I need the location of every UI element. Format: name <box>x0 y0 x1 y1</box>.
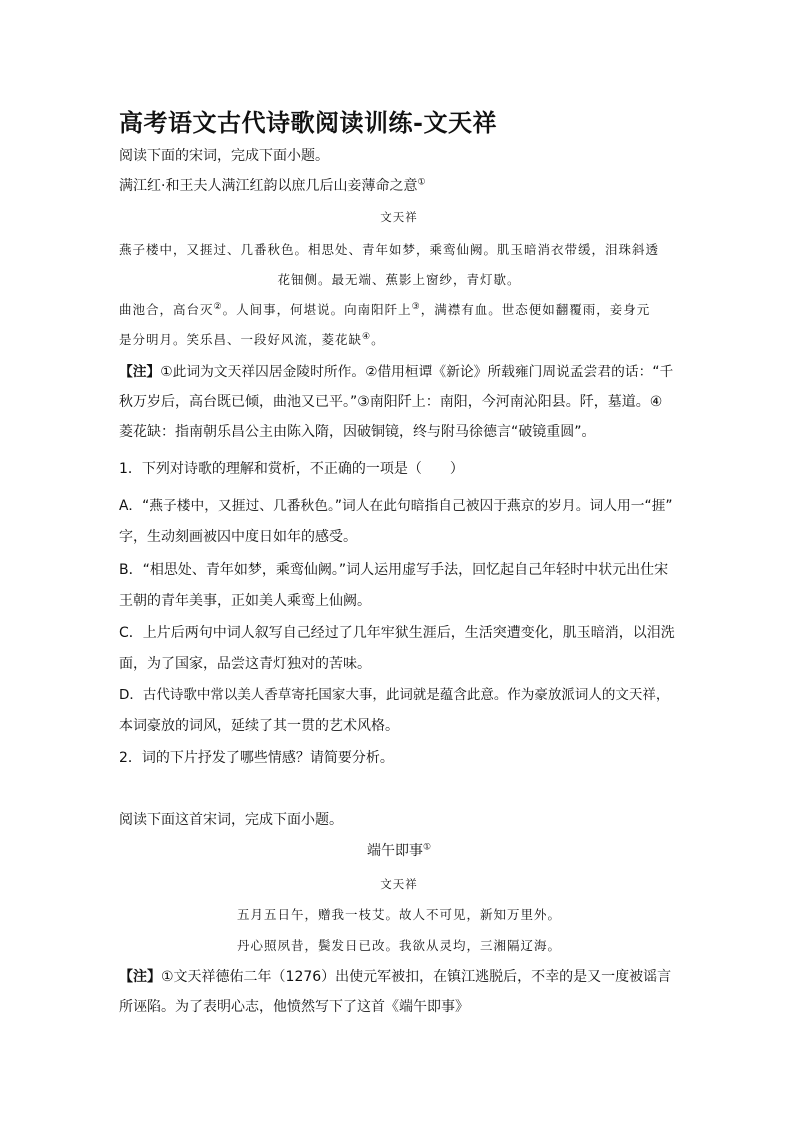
note-line: 菱花缺：指南朝乐昌公主由陈入隋，因破铜镜，终与附马徐德言“破镜重圆”。 <box>119 424 596 440</box>
option-a-line: 字，生动刻画被囚中度日如年的感受。 <box>119 529 357 545</box>
poem-line: 燕子楼中，又捱过、几番秋色。相思处、青年如梦，乘鸾仙阙。肌玉暗消衣带缓，泪珠斜透 <box>119 242 660 257</box>
poem-fragment: ，满襟有血。世态便如翻覆雨，妾身元 <box>420 302 651 317</box>
note-line: 秋万岁后，高台既已倾，曲池又已平。”③南阳阡上：南阳，今河南沁阳县。阡，墓道。④ <box>119 394 663 410</box>
poem-author-1: 文天祥 <box>380 210 418 224</box>
poem-title-text: 满江红·和王夫人满江红韵以庶几后山妾薄命之意 <box>119 178 418 194</box>
option-b-line: 王朝的青年美事，正如美人乘鸾上仙阙。 <box>119 593 371 609</box>
note-text: ①文天祥德佑二年（1276）出使元军被扣，在镇江逃脱后，不幸的是又一度被谣言 <box>161 969 672 985</box>
poem-line <box>119 300 650 320</box>
note-line <box>119 362 673 382</box>
option-a-line: A．“燕子楼中，又捱过、几番秋色。”词人在此句暗指自己被囚于燕京的岁月。词人用一“捱” <box>119 498 673 514</box>
note-label: 【注】 <box>119 969 161 985</box>
option-b-line: B．“相思处、青年如梦，乘鸾仙阙。”词人运用虚写手法，回忆起自己年轻时中状元出仕宋 <box>119 562 669 578</box>
question-2: 2．词的下片抒发了哪些情感？请简要分析。 <box>119 750 394 766</box>
poem-fragment: 。人间事，何堪说。向南阳阡上 <box>222 302 412 317</box>
poem-title-1 <box>119 176 426 196</box>
poem-line <box>119 330 385 350</box>
option-d-line: 本词豪放的词风，延续了其一贯的艺术风格。 <box>119 718 399 734</box>
note-text: ①此词为文天祥囚居金陵时所作。②借用桓谭《新论》所载雍门周说孟尝君的话：“千 <box>160 364 674 380</box>
poem-line: 五月五日午，赠我一枝艾。故人不可见，新知万里外。 <box>236 907 561 922</box>
note-marker: ① <box>422 842 432 853</box>
note-marker: ③ <box>411 301 421 312</box>
poem-fragment: 。 <box>371 332 385 347</box>
poem-author-2: 文天祥 <box>380 877 418 891</box>
page-title: 高考语文古代诗歌阅读训练-文天祥 <box>119 108 497 137</box>
note-line: 所诬陷。为了表明心志，他愤然写下了这首《端午即事》 <box>119 999 469 1015</box>
note-label: 【注】 <box>119 364 161 380</box>
poem-fragment: 曲池合，高台灭 <box>119 302 214 317</box>
note-marker: ① <box>417 177 426 188</box>
note-marker: ④ <box>362 331 372 342</box>
option-c-line: 面，为了国家，品尝这青灯独对的苦味。 <box>119 656 371 672</box>
poem-fragment: 是分明月。笑乐昌、一段好风流，菱花缺 <box>119 332 363 347</box>
note-marker: ② <box>213 301 223 312</box>
question-1: 1．下列对诗歌的理解和赏析，不正确的一项是（ ） <box>119 461 464 477</box>
instruction-1: 阅读下面的宋词，完成下面小题。 <box>119 148 329 164</box>
poem-line: 丹心照夙昔，鬓发日已改。我欲从灵均，三湘隔辽海。 <box>236 938 561 953</box>
option-c-line: C．上片后两句中词人叙写自己经过了几年牢狱生涯后，生活突遭变化，肌玉暗消，以泪洗 <box>119 625 675 641</box>
option-d-line: D．古代诗歌中常以美人香草寄托国家大事，此词就是蕴含此意。作为豪放派词人的文天祥， <box>119 687 670 703</box>
poem-title-2 <box>119 841 679 861</box>
poem-title-text: 端午即事 <box>366 843 423 859</box>
note-line <box>119 967 671 987</box>
poem-line: 花钿侧。最无端、蕉影上窗纱，青灯歇。 <box>277 272 521 287</box>
instruction-2: 阅读下面这首宋词，完成下面小题。 <box>119 812 343 828</box>
